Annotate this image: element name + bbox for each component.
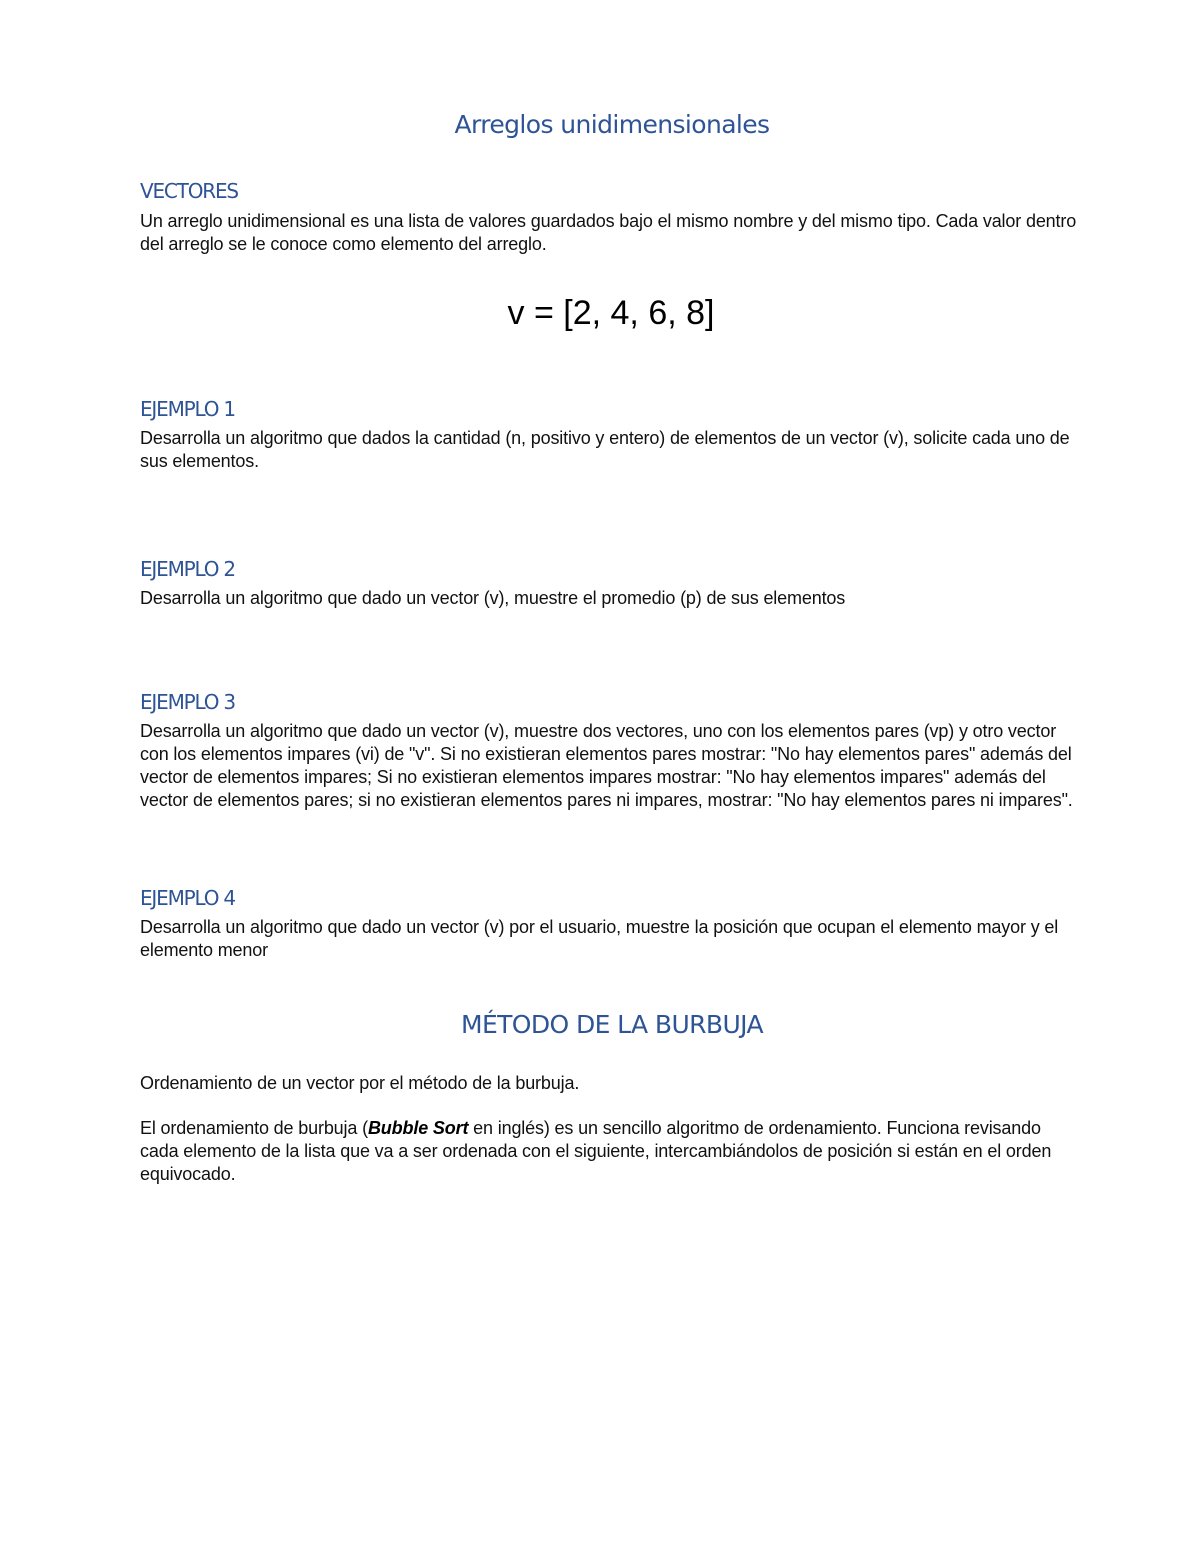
section-heading-ejemplo-1: EJEMPLO 1: [140, 397, 235, 421]
burbuja-intro-paragraph: Ordenamiento de un vector por el método de la burbuja.: [140, 1073, 580, 1093]
ejemplo-4-paragraph: Desarrolla un algoritmo que dado un vector (v) por el usuario, muestre la posición que ocupan el elemento mayor y el elemento menor: [140, 917, 1059, 960]
section-title-burbuja: MÉTODO DE LA BURBUJA: [460, 1010, 764, 1039]
ejemplo-2-paragraph: Desarrolla un algoritmo que dado un vector (v), muestre el promedio (p) de sus elementos: [140, 588, 846, 608]
section-heading-ejemplo-3: EJEMPLO 3: [140, 690, 235, 714]
burbuja-description-paragraph: [140, 1117, 1080, 1186]
section-heading-vectores: VECTORES: [140, 179, 238, 203]
vector-formula: v = [2, 4, 6, 8]: [507, 294, 715, 332]
bubble-sort-term: Bubble Sort: [367, 1118, 469, 1138]
page-title: Arreglos unidimensionales: [454, 110, 770, 139]
burbuja-text-after: en inglés) es un sencillo algoritmo de ordenamiento. Funciona revisando cada elemento de la lista que va a ser ordenada con el siguiente, intercambiándolos de posición si están en el orden equivocado.: [140, 1118, 1052, 1184]
ejemplo-1-paragraph: Desarrolla un algoritmo que dados la cantidad (n, positivo y entero) de elementos de un vector (v), solicite cada uno de sus elementos.: [140, 428, 1070, 471]
section-heading-ejemplo-4: EJEMPLO 4: [140, 886, 235, 910]
burbuja-text-before: El ordenamiento de burbuja (: [140, 1118, 368, 1138]
ejemplo-3-paragraph: Desarrolla un algoritmo que dado un vector (v), muestre dos vectores, uno con los elementos pares (vp) y otro vector con los elementos impares (vi) de "v". Si no existieran elementos pares mostrar: "No hay elementos pares" además del vector de elementos impares; Si no existieran elementos impares mostrar: "No hay elementos impares" además del vector de elementos pares; si no existieran elementos pares ni impares, mostrar: "No hay elementos pares ni impares".: [140, 721, 1073, 810]
vectores-paragraph: Un arreglo unidimensional es una lista de valores guardados bajo el mismo nombre y del mismo tipo. Cada valor dentro del arreglo se le conoce como elemento del arreglo.: [140, 211, 1077, 254]
section-heading-ejemplo-2: EJEMPLO 2: [140, 557, 235, 581]
